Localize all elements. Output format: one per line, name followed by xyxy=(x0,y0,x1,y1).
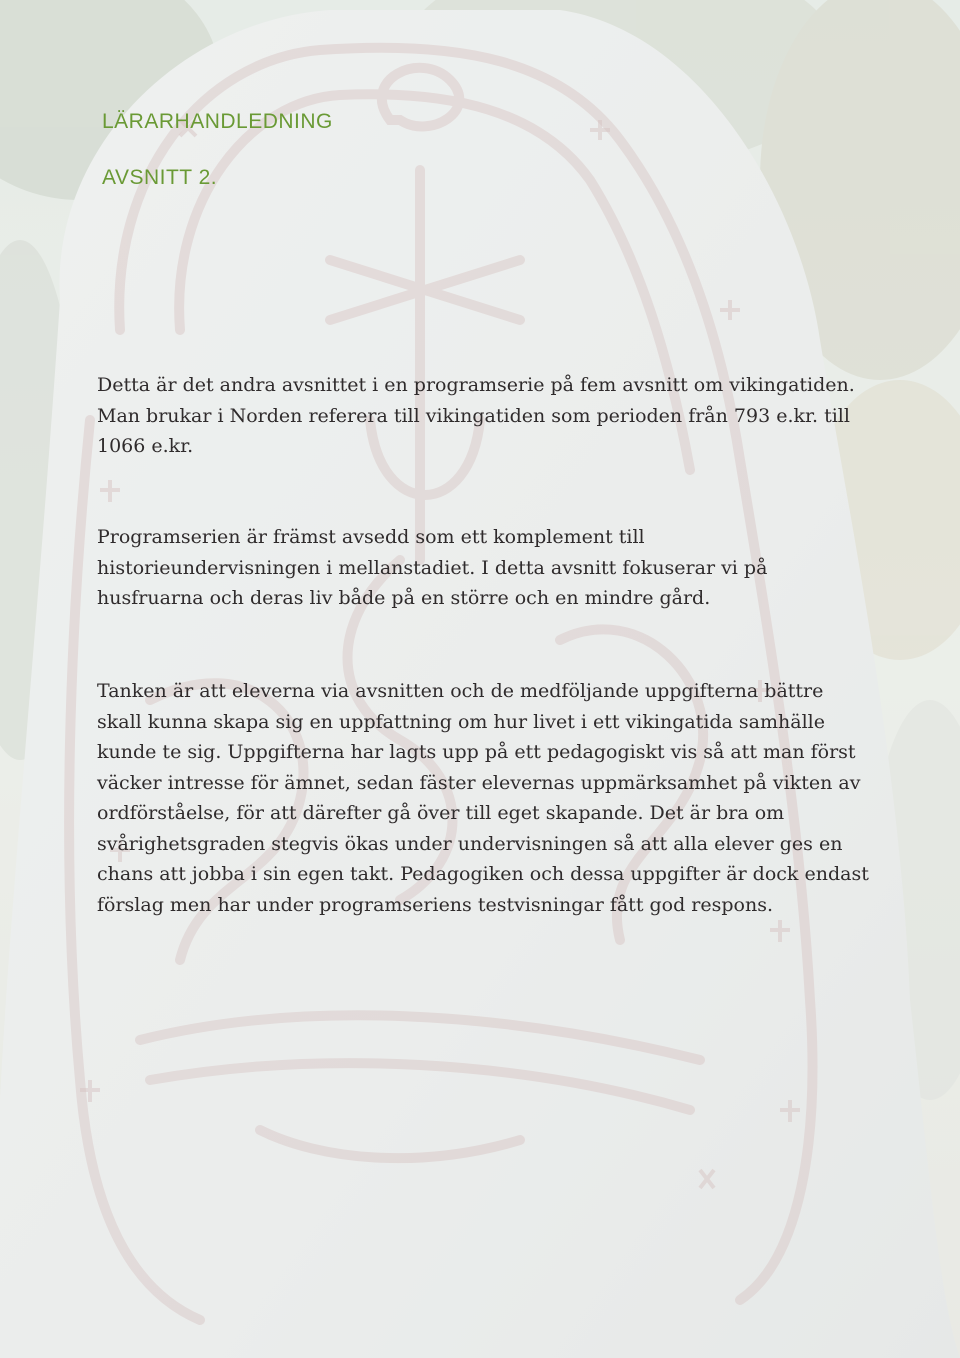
page-title: LÄRARHANDLEDNING xyxy=(102,110,333,133)
paragraph-intro: Detta är det andra avsnittet i en programserie på fem avsnitt om vikingatiden. Man brukar i Norden referera till vikingatiden som perioden från 793 e.kr. till 1066 e.kr. xyxy=(97,374,855,457)
episode-label: AVSNITT 2. xyxy=(102,166,218,189)
paragraph-pedagogy: Tanken är att eleverna via avsnitten och de medföljande uppgifterna bättre skall kunna skapa sig en uppfattning om hur livet i ett vikingatida samhälle kunde te sig. Uppgifterna har lagts upp på ett pedagogiskt vis så att man först väcker intresse för ämnet, sedan fäster elevernas uppmärksamhet på vikten av ordförståelse, för att därefter gå över till eget skapande. Det är bra om svårighetsgraden stegvis ökas under undervisningen så att alla elever ges en chans att jobba i sin egen takt. Pedagogiken och dessa uppgifter är dock endast förslag men har under programseriens testvisningar fått god respons. xyxy=(97,680,869,916)
paragraph-purpose: Programserien är främst avsedd som ett komplement till historieundervisningen i mellanstadiet. I detta avsnitt fokuserar vi på husfruarna och deras liv både på en större och en mindre gård. xyxy=(97,526,768,609)
